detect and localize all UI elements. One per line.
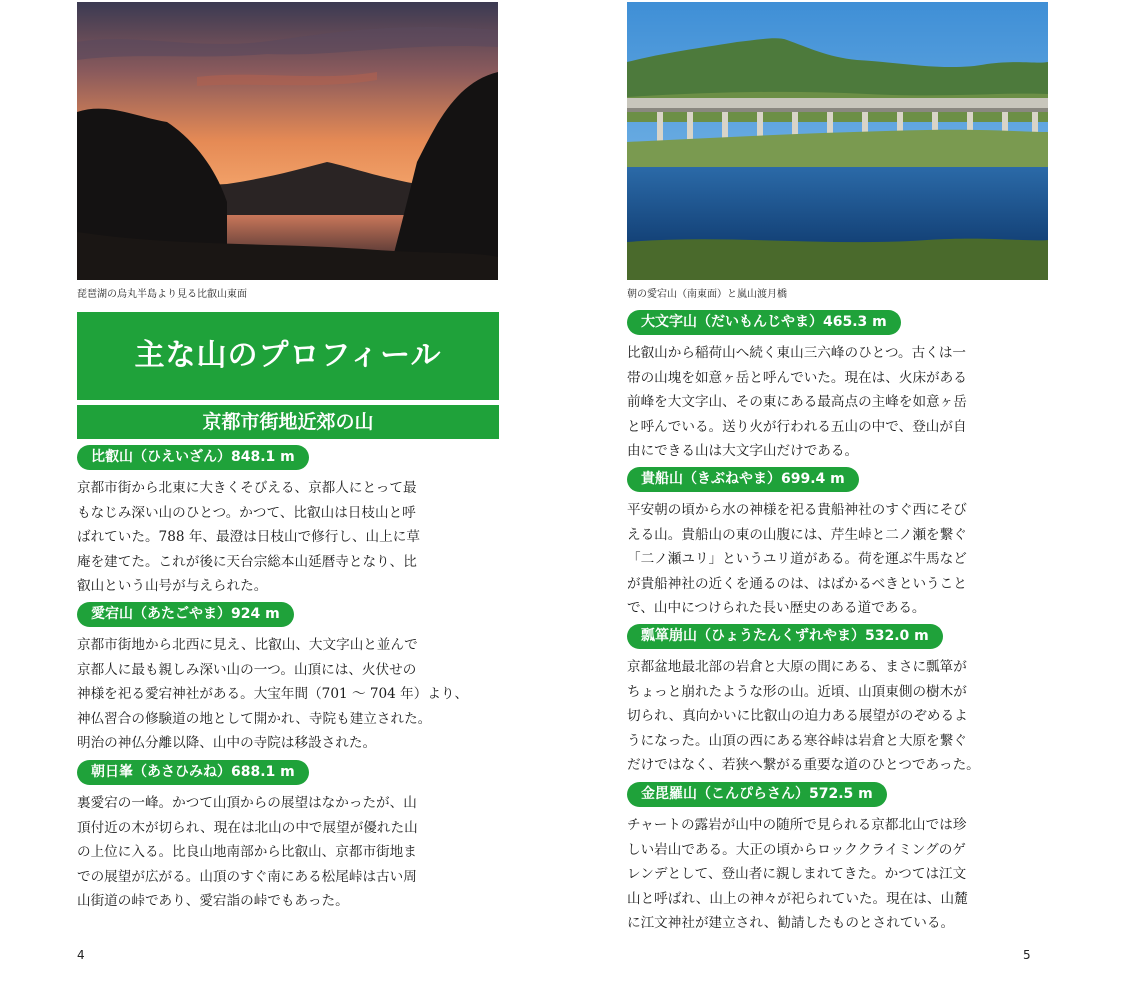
mountain-desc-daimonji: 比叡山から稲荷山へ続く東山三六峰のひとつ。古くは一 帯の山塊を如意ヶ岳と呼んでいた。現在は、火床がある 前峰を大文字山、その東にある最高点の主峰を如意ヶ岳 と呼んでいる。送り火が行われる五山の中で、登山が自 由にできる山は大文字山だけである。 — [627, 345, 967, 459]
mountain-title-hiei: 比叡山（ひえいざん）848.1 m — [77, 445, 309, 470]
mountain-title-atago: 愛宕山（あたごやま）924 m — [77, 602, 294, 627]
mountain-desc-kibune: 平安朝の頃から水の神様を祀る貴船神社のすぐ西にそび える山。貴船山の東の山腹には、芹生峠と二ノ瀬を繋ぐ 「二ノ瀬ユリ」というユリ道がある。荷を運ぶ牛馬など が貴船神社の近くを通るのは、はばかるべきということ で、山中につけられた長い歴史のある道である。 — [627, 502, 967, 616]
left-photo-caption: 琵琶湖の烏丸半島より見る比叡山東面 — [77, 289, 247, 300]
mountain-desc-konpira: チャートの露岩が山中の随所で見られる京都北山では珍 しい岩山である。大正の頃からロッククライミングのゲ レンデとして、登山者に親しまれてきた。かつては江文 山と呼ばれ、山上の神々が祀られていた。現在は、山麓 に江文神社が建立され、勧請したものとされている。 — [627, 817, 968, 931]
mountain-desc-atago: 京都市街地から北西に見え、比叡山、大文字山と並んで 京都人に最も親しみ深い山の一つ。山頂には、火伏せの 神様を祀る愛宕神社がある。大宝年間（701 〜 704 年）より、 神仏習合の修験道の地として開かれ、寺院も建立された。 明治の神仏分離以降、山中の寺院は移設された。 — [77, 637, 469, 751]
right-photo-caption: 朝の愛宕山（南東面）と嵐山渡月橋 — [627, 289, 787, 300]
mountain-title-asahimine: 朝日峯（あさひみね）688.1 m — [77, 760, 309, 785]
mountain-desc-hiei: 京都市街から北東に大きくそびえる、京都人にとって最 もなじみ深い山のひとつ。かつて、比叡山は日枝山と呼 ばれていた。788 年、最澄は日枝山で修行し、山上に草 庵を建てた。これが後に天台宗総本山延暦寺となり、比 叡山という山号が与えられた。 — [77, 480, 420, 594]
area-sub-heading: 京都市街地近郊の山 — [77, 405, 499, 439]
mountain-title-konpira: 金毘羅山（こんぴらさん）572.5 m — [627, 782, 887, 807]
biwa-lake-sunset-photo — [77, 2, 498, 280]
mountain-desc-hyotankuzure: 京都盆地最北部の岩倉と大原の間にある、まさに瓢箪が ちょっと崩れたような形の山。近頃、山頂東側の樹木が 切られ、真向かいに比叡山の迫力ある展望がのぞめるよ うになった。山頂の西にある寒谷峠は岩倉と大原を繋ぐ だけではなく、若狭へ繋がる重要な道のひとつであった。 — [627, 659, 980, 773]
mountain-title-hyotankuzure: 瓢箪崩山（ひょうたんくずれやま）532.0 m — [627, 624, 943, 649]
left-page-number: 4 — [77, 948, 85, 962]
right-page-number: 5 — [1023, 948, 1031, 962]
mountain-title-kibune: 貴船山（きぶねやま）699.4 m — [627, 467, 859, 492]
profile-main-heading: 主な山のプロフィール — [77, 312, 499, 400]
mountain-desc-asahimine: 裏愛宕の一峰。かつて山頂からの展望はなかったが、山 頂付近の木が切られ、現在は北山の中で展望が優れた山 の上位に入る。比良山地南部から比叡山、京都市街地ま での展望が広がる。山頂のすぐ南にある松尾峠は古い周 山街道の峠であり、愛宕詣の峠でもあった。 — [77, 795, 418, 909]
arashiyama-togetsukyo-photo — [627, 2, 1048, 280]
mountain-title-daimonji: 大文字山（だいもんじやま）465.3 m — [627, 310, 901, 335]
